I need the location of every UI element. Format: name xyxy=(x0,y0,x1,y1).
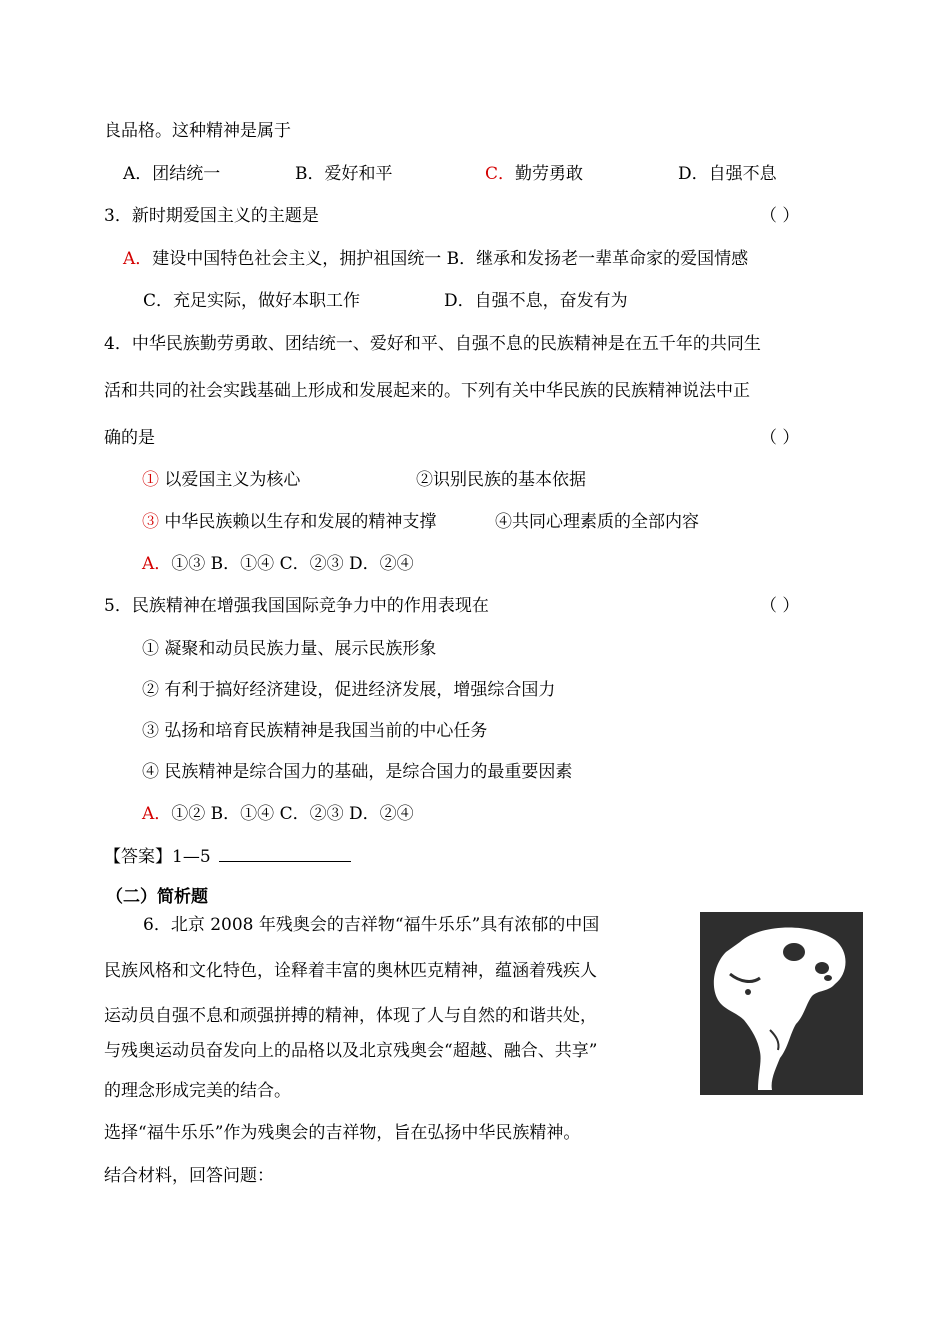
item-mark: ① xyxy=(142,470,159,490)
question-3-option-a xyxy=(123,248,748,270)
question-5-item-1: ① 凝聚和动员民族力量、展示民族形象 xyxy=(142,639,437,659)
answer-a-letter: A． xyxy=(142,804,172,824)
question-6-line: 民族风格和文化特色，诠释着丰富的奥林匹克精神，蕴涵着残疾人 xyxy=(104,961,597,981)
question-4-line: 活和共同的社会实践基础上形成和发展起来的。下列有关中华民族的民族精神说法中正 xyxy=(104,381,750,401)
item-text: 中华民族赖以生存和发展的精神支撑 xyxy=(159,512,437,532)
question-4-item-1 xyxy=(142,469,300,491)
answer-options: ①③ B．①④ C．②③ D．②④ xyxy=(171,554,414,574)
mascot-figure xyxy=(700,912,863,1095)
answer-a-letter: A． xyxy=(142,554,172,574)
option-c-text: 勤劳勇敢 xyxy=(515,164,584,184)
question-6-line: 选择“福牛乐乐”作为残奥会的吉祥物，旨在弘扬中华民族精神。 xyxy=(104,1123,581,1143)
question-5-answers xyxy=(142,803,414,825)
item-mark: ③ xyxy=(142,512,159,532)
answer-paren: （ ） xyxy=(760,206,800,226)
question-3-option-d: D．自强不息，奋发有为 xyxy=(444,291,628,311)
option-a: A．团结统一 xyxy=(123,164,221,184)
section-heading: （二）简析题 xyxy=(106,887,208,907)
question-3-option-c: C．充足实际，做好本职工作 xyxy=(143,291,361,311)
text-line: 良品格。这种精神是属于 xyxy=(104,121,291,141)
question-5-item-2: ② 有利于搞好经济建设，促进经济发展，增强综合国力 xyxy=(142,680,556,700)
question-6-line: 结合材料，回答问题： xyxy=(104,1166,274,1186)
option-c xyxy=(485,163,583,185)
question-4-item-2: ②识别民族的基本依据 xyxy=(416,470,586,490)
item-text: 以爱国主义为核心 xyxy=(159,470,301,490)
option-a-text: 建设中国特色社会主义，拥护祖国统一 B．继承和发扬老一辈革命家的爱国情感 xyxy=(152,249,749,269)
question-5-item-3: ③ 弘扬和培育民族精神是我国当前的中心任务 xyxy=(142,721,488,741)
question-3-stem: 3．新时期爱国主义的主题是 xyxy=(104,206,319,226)
question-6-line: 运动员自强不息和顽强拼搏的精神，体现了人与自然的和谐共处， xyxy=(104,1006,597,1026)
question-4-line: 4．中华民族勤劳勇敢、团结统一、爱好和平、自强不息的民族精神是在五千年的共同生 xyxy=(104,334,761,354)
question-4-line: 确的是 xyxy=(104,428,155,448)
question-4-item-3 xyxy=(142,511,436,533)
answer-paren: （ ） xyxy=(760,596,800,616)
question-6-line: 的理念形成完美的结合。 xyxy=(104,1081,291,1101)
question-5-item-4: ④ 民族精神是综合国力的基础，是综合国力的最重要因素 xyxy=(142,762,573,782)
question-6-line: 与残奥运动员奋发向上的品格以及北京残奥会“超越、融合、共享” xyxy=(104,1041,598,1061)
mascot-photo xyxy=(700,912,863,1095)
answer-blank[interactable] xyxy=(219,845,351,862)
question-4-answers xyxy=(142,553,414,575)
answer-line xyxy=(104,845,351,868)
option-d: D．自强不息 xyxy=(678,164,777,184)
answer-options: ①② B．①④ C．②③ D．②④ xyxy=(171,804,414,824)
question-5-stem: 5．民族精神在增强我国国际竞争力中的作用表现在 xyxy=(104,596,489,616)
option-a-letter: A． xyxy=(123,249,153,269)
question-6-line: 6．北京 2008 年残奥会的吉祥物“福牛乐乐”具有浓郁的中国 xyxy=(143,915,600,935)
option-c-letter: C． xyxy=(485,164,516,184)
answer-label: 【答案】1—5 xyxy=(104,847,211,867)
option-b: B．爱好和平 xyxy=(295,164,393,184)
answer-paren: （ ） xyxy=(760,428,800,448)
question-4-item-4: ④共同心理素质的全部内容 xyxy=(495,512,699,532)
